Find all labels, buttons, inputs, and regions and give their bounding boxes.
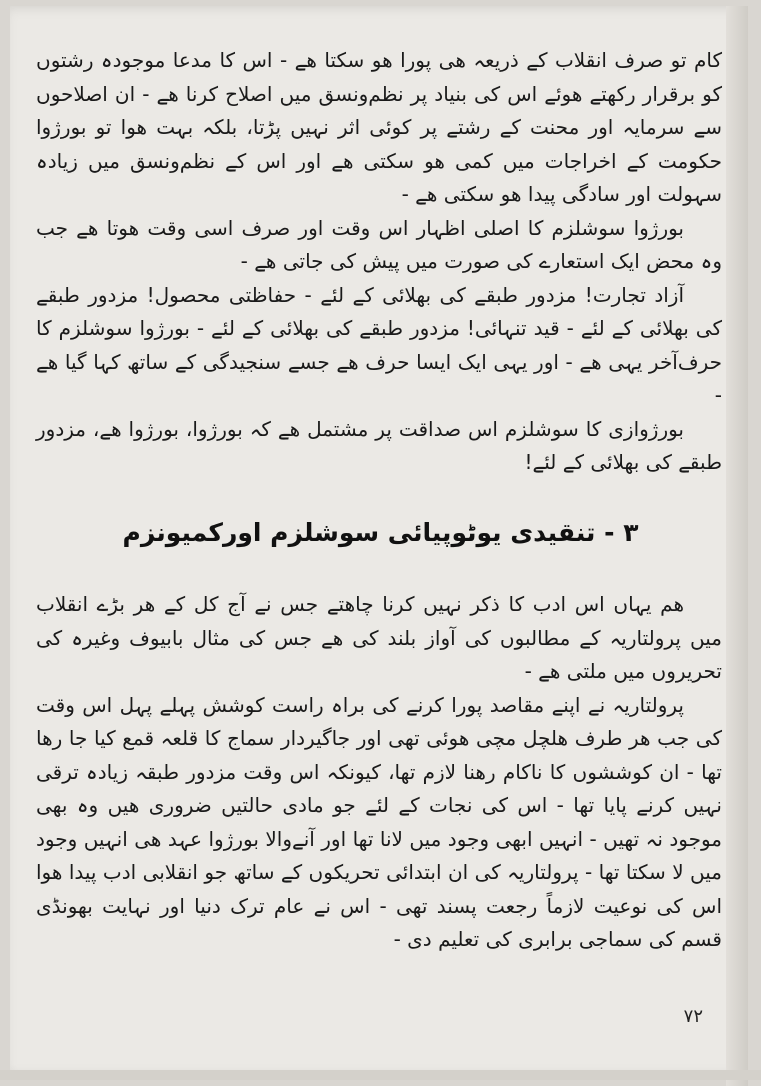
paragraph: بورژوا سوشلزم کا اصلی اظہار اس وقت اور صرف اسی وقت ھوتا ھے جب وہ محض ایک استعارے کی صورت میں پیش کی جاتی ھے - <box>36 212 722 279</box>
paragraph: بورژوازی کا سوشلزم اس صداقت پر مشتمل ھے کہ بورژوا، بورژوا ھے، مزدور طبقے کی بھلائی کے لئے! <box>36 413 722 480</box>
paragraph: پرولتاریہ نے اپنے مقاصد پورا کرنے کی براہ راست کوشش پہلے پہل اس وقت کی جب ھر طرف ھلچل مچی ھوئی تھی اور جاگیردار سماج کا قلعہ قمع کیا جا رھا تھا - ان کوششوں کا ناکام رھنا لازم تھا، کیونکہ اس وقت مزدور طبقہ زیادہ ترقی نہیں کرنے پایا تھا - اس کی نجات کے لئے جو مادی حالتیں ضروری ھیں وہ بھی موجود نہ تھیں - انہیں ابھی وجود میں لانا تھا اور آنےوالا بورژوا عہد ھی انہیں وجود میں لا سکتا تھا - پرولتاریہ کی ان ابتدائی تحریکوں کے ساتھ جو انقلابی ادب پیدا ھوا اس کی نوعیت لازماً رجعت پسند تھی - اس نے عام ترک دنیا اور نہایت بھونڈی قسم کی سماجی برابری کی تعلیم دی - <box>36 689 722 957</box>
section-bourgeois-socialism <box>36 44 722 480</box>
section-utopian-socialism <box>36 588 722 957</box>
paragraph: ھم یہاں اس ادب کا ذکر نہیں کرنا چاھتے جس نے آج کل کے ھر بڑے انقلاب میں پرولتاریہ کے مطالبوں کی آواز بلند کی ھے جس کی مثال بابیوف وغیرہ کی تحریروں میں ملتی ھے - <box>36 588 722 689</box>
section-heading: ۳ - تنقیدی یوٹوپیائی سوشلزم اورکمیونزم <box>0 518 761 547</box>
paragraph: کام تو صرف انقلاب کے ذریعہ ھی پورا ھو سکتا ھے - اس کا مدعا موجودہ رشتوں کو برقرار رکھتے ھوئے اس کی بنیاد پر نظم‌ونسق میں اصلاح کرنا ھے - ان اصلاحوں سے سرمایہ اور محنت کے رشتے پر کوئی اثر نہیں پڑتا، بلکہ بہت ھوا تو بورژوا حکومت کے اخراجات میں کمی ھو سکتی ھے اور اس کے نظم‌ونسق میں زیادہ سہولت اور سادگی پیدا ھو سکتی ھے - <box>36 44 722 212</box>
page-bottom-edge <box>0 1070 761 1080</box>
page-number: ۷۲ <box>684 1006 703 1027</box>
paragraph: آزاد تجارت! مزدور طبقے کی بھلائی کے لئے - حفاظتی محصول! مزدور طبقے کی بھلائی کے لئے - قید تنہائی! مزدور طبقے کی بھلائی کے لئے - بورژوا سوشلزم کا حرف‌آخر یہی ھے - اور یہی ایک ایسا حرف ھے جسے سنجیدگی کے ساتھ کہا گیا ھے - <box>36 279 722 413</box>
